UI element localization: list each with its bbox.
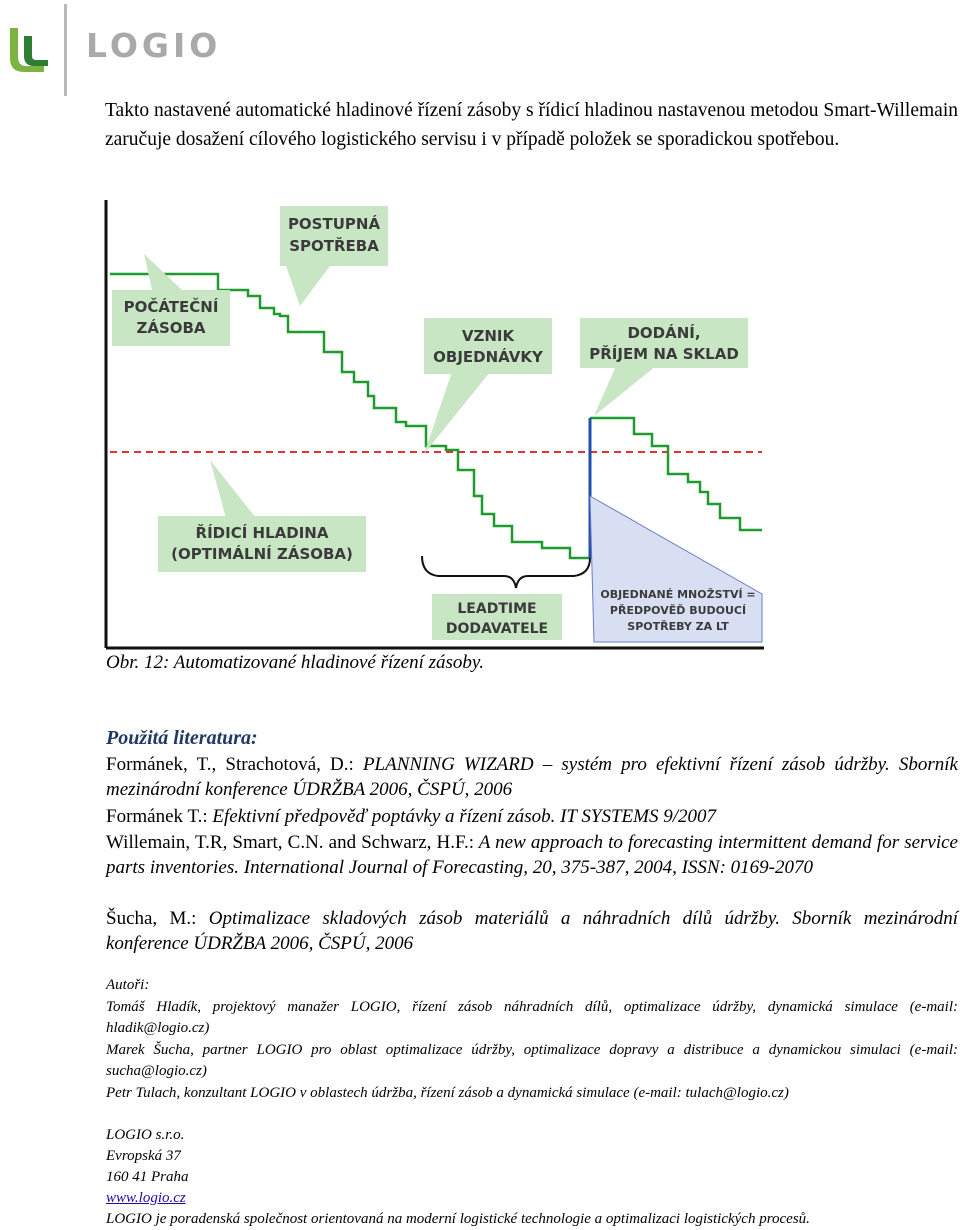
reference-text: A new approach to forecasting intermittent demand for service parts inventories. International Journal of Forecasting, 20, 375-387, 2004, ISSN: 0169-2070 [106,832,958,878]
reference-item [106,906,958,956]
callout-delivery-line2: PŘÍJEM NA SKLAD [589,345,739,363]
callout-order-line2: OBJEDNÁVKY [433,348,543,366]
company-name: LOGIO s.r.o. [106,1127,185,1143]
company-web-link[interactable]: www.logio.cz [106,1190,186,1206]
reference-authors: Formánek T.: [106,806,208,827]
reference-authors: Formánek, T., Strachotová, D.: [106,754,354,775]
author-line: Tomáš Hladík, projektový manažer LOGIO, řízení zásob náhradních dílů, optimalizace údržby, dynamická simulace (e-mail: hladik@logio.cz) [106,999,958,1036]
company-description: LOGIO je poradenská společnost orientovaná na moderní logistické technologie a optimalizaci logistických procesů. [106,1211,810,1227]
callout-initial-line2: ZÁSOBA [136,319,206,337]
callout-ordered-line1: OBJEDNANÉ MNOŽSTVÍ = [600,588,756,601]
company-street: Evropská 37 [106,1148,181,1164]
reference-text: Optimalizace skladových zásob materiálů a náhradních dílů údržby. Sborník mezinárodní konference ÚDRŽBA 2006, ČSPÚ, 2006 [106,908,959,954]
author-line: Petr Tulach, konzultant LOGIO v oblastech údržba, řízení zásob a dynamická simulace (e-mail: tulach@logio.cz) [106,1085,789,1101]
callout-gradual-line1: POSTUPNÁ [287,215,381,233]
callout-ordered-line2: PŘEDPOVĚĎ BUDOUCÍ [609,604,747,617]
callout-initial-line1: POČÁTEČNÍ [123,298,219,316]
inventory-chart [100,196,770,656]
reference-text: Efektivní předpověď poptávky a řízení zásob. IT SYSTEMS 9/2007 [207,806,716,827]
callout-control-line2: (OPTIMÁLNÍ ZÁSOBA) [171,545,353,563]
callout-leadtime-line2: DODAVATELE [445,621,549,637]
reference-authors: Willemain, T.R, Smart, C.N. and Schwarz, H.F.: [106,832,475,853]
callout-delivery-line1: DODÁNÍ, [627,324,701,342]
intro-paragraph: Takto nastavené automatické hladinové řízení zásoby s řídicí hladinou nastavenou metodou Smart-Willemain zaručuje dosažení cílového logistického servisu i v případě položek se sporadickou spotřebou. [105,100,958,150]
reference-item [106,804,958,829]
authors-heading: Autoři: [106,977,150,993]
reference-text: PLANNING WIZARD – systém pro efektivní řízení zásob údržby. Sborník mezinárodní konference ÚDRŽBA 2006, ČSPÚ, 2006 [106,754,958,800]
callout-leadtime-line1: LEADTIME [457,601,537,617]
reference-item [106,752,958,802]
reference-item [106,830,958,880]
author-line: Marek Šucha, partner LOGIO pro oblast optimalizace údržby, optimalizace dopravy a distribuce a dynamickou simulaci (e-mail: sucha@logio.cz) [106,1042,958,1079]
callout-gradual-line2: SPOTŘEBA [289,237,379,255]
callout-control-line1: ŘÍDICÍ HLADINA [195,524,329,542]
callout-order-line1: VZNIK [461,327,515,345]
references-heading: Použitá literatura: [106,727,258,749]
figure-caption: Obr. 12: Automatizované hladinové řízení zásoby. [106,652,485,673]
logo-mark-icon [10,28,48,72]
callout-ordered-line3: SPOTŘEBY ZA LT [627,620,729,633]
reference-authors: Šucha, M.: [106,908,197,929]
logo-divider [64,4,67,96]
company-city: 160 41 Praha [106,1169,189,1185]
logo-text: LOGIO [86,26,222,65]
